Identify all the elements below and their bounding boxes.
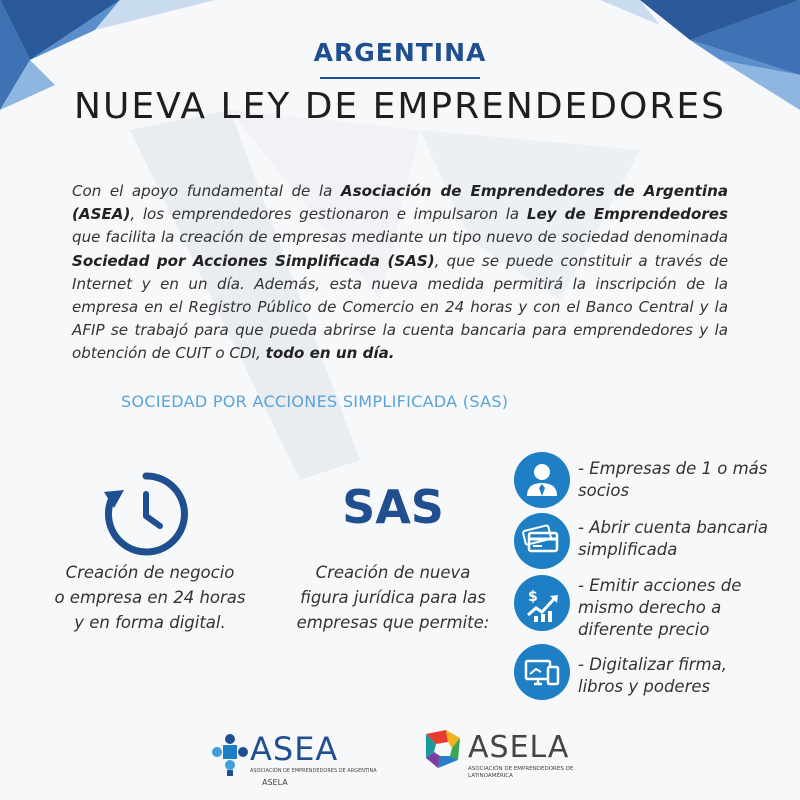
heading-divider — [320, 77, 480, 79]
feature-line: socios — [578, 481, 630, 500]
col2-line: Creación de nueva — [315, 563, 471, 582]
col2-text — [283, 560, 503, 635]
asea-logo-text: ASEA — [250, 730, 339, 768]
intro-paragraph — [72, 180, 728, 366]
feature-line: mismo derecho a — [578, 598, 722, 617]
asela-logo — [422, 728, 574, 779]
feature-item — [578, 654, 788, 698]
page-title: NUEVA LEY DE EMPRENDEDORES — [74, 86, 726, 127]
feature-item — [578, 575, 788, 641]
asea-logo-member: ASELA — [262, 778, 288, 787]
col1-text — [40, 560, 260, 635]
col2-line: figura jurídica para las — [300, 588, 486, 607]
intro-bold-1: Asociación de Emprendedores de Argentina (ASEA) — [72, 182, 729, 224]
feature-line: - Emitir acciones de — [578, 576, 742, 595]
intro-text-1: Con el apoyo fundamental de la — [72, 182, 341, 200]
intro-text-2: , los emprendedores gestionaron e impulsaron la — [130, 205, 527, 224]
feature-line: - Empresas de 1 o más — [578, 459, 768, 478]
feature-item — [578, 517, 788, 561]
sas-label: SAS — [342, 480, 444, 534]
asela-logo-subtitle: ASOCIACIÓN DE EMPRENDEDORES DE LATINOAMÉRICA — [468, 766, 574, 779]
stock-growth-icon — [514, 575, 570, 631]
intro-text-3: que facilita la creación de empresas mediante un tipo nuevo de sociedad denominada — [72, 228, 728, 247]
intro-bold-3: Sociedad por Acciones Simplificada (SAS) — [72, 251, 435, 270]
col1-line: Creación de negocio — [65, 563, 235, 582]
asea-logo-subtitle: ASOCIACIÓN DE EMPRENDEDORES DE ARGENTINA — [250, 768, 377, 774]
feature-item — [578, 458, 788, 502]
asea-logo-icon — [210, 732, 250, 778]
col1-line: y en forma digital. — [74, 613, 226, 632]
intro-bold-4: todo en un día. — [265, 344, 395, 363]
intro-bold-2: Ley de Emprendedores — [526, 205, 728, 224]
section-heading: SOCIEDAD POR ACCIONES SIMPLIFICADA (SAS) — [121, 392, 509, 411]
svg-text:$: $ — [528, 589, 538, 605]
feature-line: - Abrir cuenta bancaria — [578, 518, 769, 537]
feature-line: diferente precio — [578, 620, 710, 639]
businessman-icon — [514, 452, 570, 508]
feature-line: libros y poderes — [578, 677, 711, 696]
feature-line: simplificada — [578, 540, 678, 559]
intro-text-4: , que se puede constituir a través de Internet y en un día. Además, esta nueva medida permitirá la inscripción de la empresa en el Registro Público de Comercio en 24 horas y con el Banco Central y la AFIP se trabajó para que pueda abrirse la cuenta bancaria para emprendedores y la obtención de CUIT o CDI, — [72, 251, 728, 363]
clock-icon — [100, 468, 192, 560]
digital-devices-icon — [514, 644, 570, 700]
credit-card-icon — [514, 513, 570, 569]
asea-logo — [210, 730, 377, 787]
asela-logo-icon — [422, 728, 464, 774]
country-heading: ARGENTINA — [313, 38, 487, 67]
col1-line: o empresa en 24 horas — [54, 588, 246, 607]
feature-line: - Digitalizar firma, — [578, 655, 727, 674]
col2-line: empresas que permite: — [296, 613, 490, 632]
asela-logo-text: ASELA — [468, 730, 570, 765]
